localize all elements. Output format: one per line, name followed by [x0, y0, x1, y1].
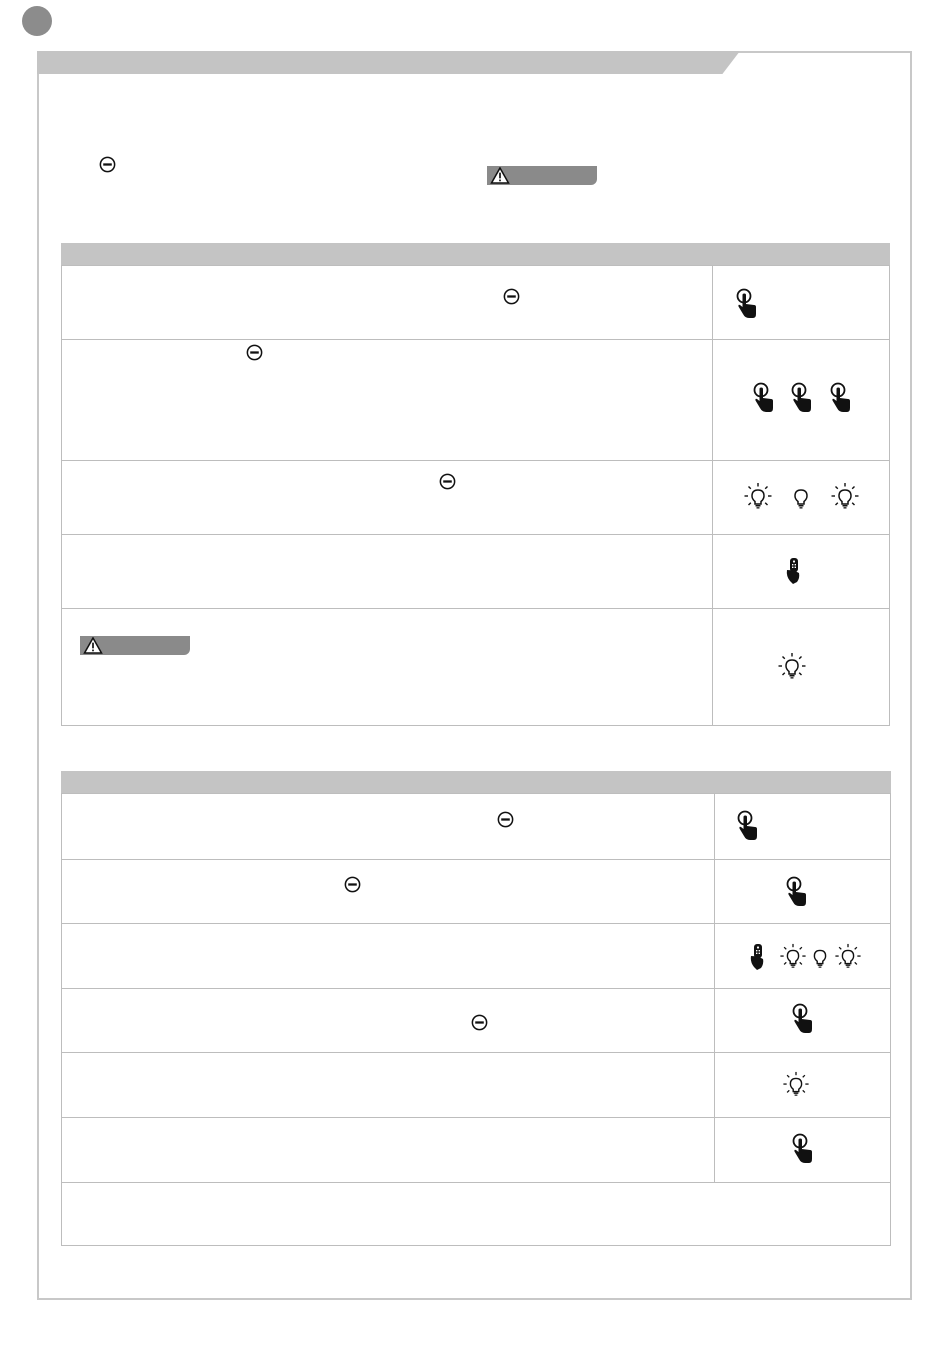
stop-button-icon [98, 155, 117, 174]
stop-button-icon [343, 875, 362, 894]
table2-row-divider [61, 923, 891, 924]
warning-triangle-icon [489, 167, 511, 184]
finger-press-icon [736, 810, 760, 844]
table1-row-divider [61, 608, 890, 609]
table2-row-divider [61, 859, 891, 860]
table1-row-divider [61, 534, 890, 535]
remote-control-icon [746, 942, 770, 972]
stop-button-icon [470, 1013, 489, 1032]
stop-button-icon [496, 810, 515, 829]
warning-label [80, 636, 190, 655]
table2-row-divider [61, 1182, 891, 1183]
table1-column-divider [712, 265, 713, 726]
table2-row-divider [61, 988, 891, 989]
finger-press-icon [790, 382, 814, 416]
finger-press-icon [785, 876, 809, 910]
warning-label [487, 166, 597, 185]
light-bulb-off-icon [806, 943, 834, 971]
stop-button-icon [502, 287, 521, 306]
stop-button-icon [438, 472, 457, 491]
table2-header [61, 771, 891, 793]
section-header-band [37, 51, 740, 74]
table1-row-divider [61, 339, 890, 340]
light-bulb-off-icon [786, 482, 816, 512]
light-bulb-on-icon [777, 652, 807, 682]
stop-button-icon [245, 343, 264, 362]
finger-press-icon [829, 382, 853, 416]
light-bulb-on-icon [779, 943, 807, 971]
remote-control-icon [782, 556, 806, 586]
light-bulb-on-icon [830, 482, 860, 512]
warning-triangle-icon [82, 637, 104, 654]
light-bulb-on-icon [743, 482, 773, 512]
finger-press-icon [752, 382, 776, 416]
finger-press-icon [791, 1133, 815, 1167]
table2-row-divider [61, 1117, 891, 1118]
table1-header [61, 243, 890, 265]
finger-press-icon [791, 1003, 815, 1037]
light-bulb-on-icon [782, 1071, 810, 1099]
page-number-badge [22, 6, 52, 36]
table2-row-divider [61, 1052, 891, 1053]
light-bulb-on-icon [834, 943, 862, 971]
finger-press-icon [735, 288, 759, 322]
table1-row-divider [61, 460, 890, 461]
